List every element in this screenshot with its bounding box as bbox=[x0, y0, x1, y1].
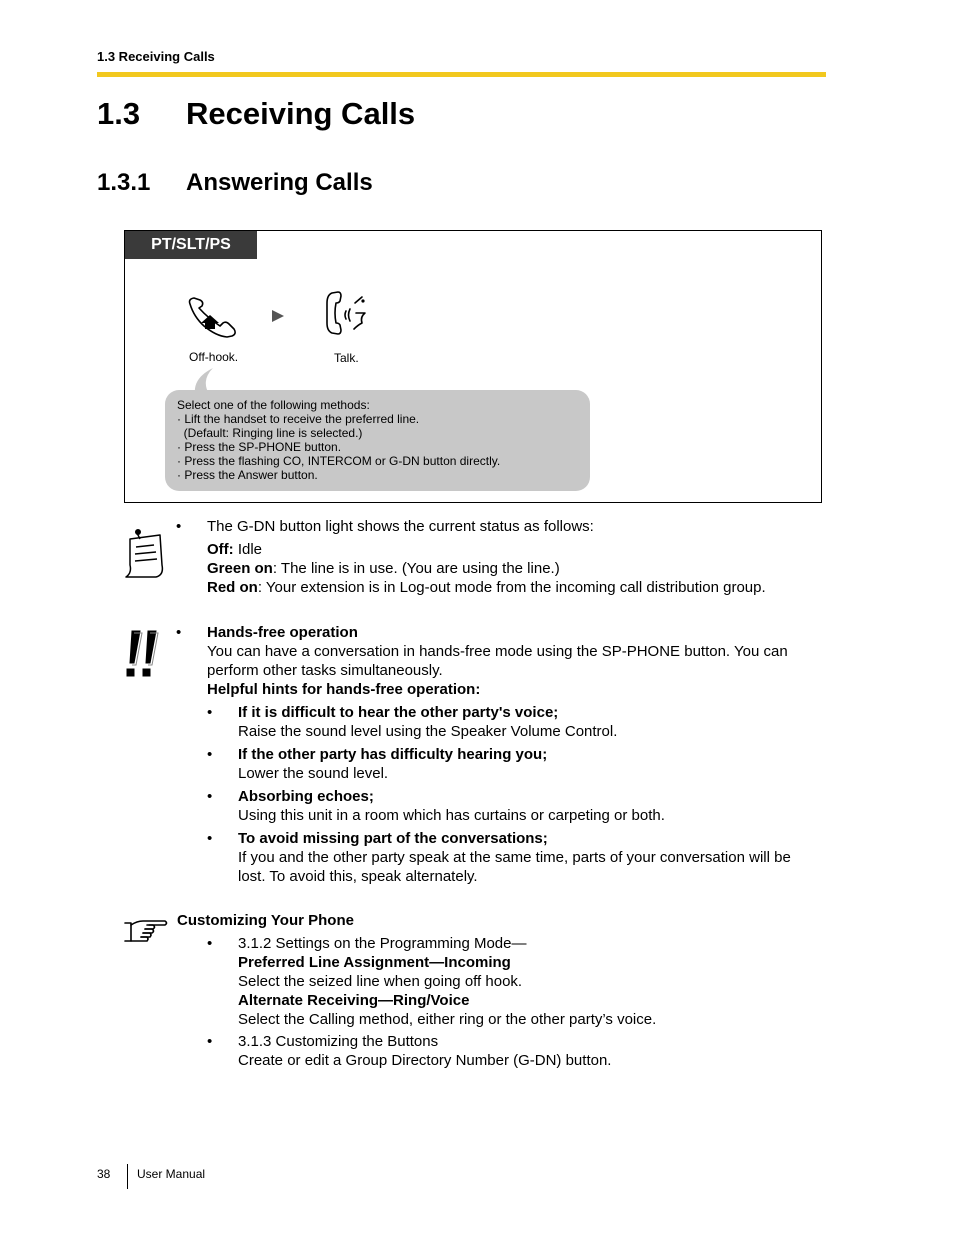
hint-desc: If you and the other party speak at the same time, parts of your conversation will be lost. To avoid this, speak alternately. bbox=[238, 849, 791, 885]
setting-title: Preferred Line Assignment—Incoming bbox=[238, 954, 511, 971]
note-term: Off: bbox=[207, 541, 234, 558]
hint-desc: Lower the sound level. bbox=[238, 765, 389, 782]
bubble-line: · Press the SP-PHONE button. bbox=[177, 440, 342, 454]
setting-desc: Create or edit a Group Directory Number (G-DN) button. bbox=[238, 1052, 612, 1069]
step-label-offhook: Off-hook. bbox=[189, 350, 239, 364]
bubble-line: · Lift the handset to receive the preferred line. bbox=[177, 412, 420, 426]
hint-bullet: • bbox=[207, 746, 213, 763]
bubble-line: · Press the Answer button. bbox=[177, 468, 318, 482]
note-item bbox=[207, 578, 766, 597]
subsection-title: Answering Calls bbox=[186, 169, 373, 196]
footer-divider bbox=[127, 1164, 128, 1189]
hint-title: If the other party has difficulty hearing you; bbox=[238, 746, 548, 763]
running-head: 1.3 Receiving Calls bbox=[97, 49, 215, 64]
note-term: Green on bbox=[207, 560, 273, 577]
bubble-line: · Press the flashing CO, INTERCOM or G-DN button directly. bbox=[177, 454, 501, 468]
notepad-icon bbox=[122, 525, 168, 579]
subsection-number: 1.3.1 bbox=[97, 169, 151, 196]
customizing-link[interactable]: 3.1.2 Settings on the Programming Mode— bbox=[238, 935, 527, 952]
talk-handset-icon bbox=[322, 289, 370, 337]
double-exclamation-icon bbox=[124, 629, 162, 681]
setting-desc: Select the seized line when going off hook. bbox=[238, 973, 523, 990]
hints-title: Helpful hints for hands-free operation: bbox=[207, 681, 481, 698]
offhook-handset-icon bbox=[186, 296, 238, 338]
customizing-bullet: • bbox=[207, 935, 213, 952]
hint-title: Absorbing echoes; bbox=[238, 788, 374, 805]
hint-title: To avoid missing part of the conversations; bbox=[238, 830, 548, 847]
hint-item bbox=[207, 745, 819, 783]
page-number: 38 bbox=[97, 1167, 111, 1181]
device-tab: PT/SLT/PS bbox=[125, 231, 257, 259]
hint-desc: Raise the sound level using the Speaker Volume Control. bbox=[238, 723, 618, 740]
footer-label: User Manual bbox=[137, 1167, 206, 1181]
bubble-line: Select one of the following methods: bbox=[177, 398, 370, 412]
pointing-hand-icon bbox=[123, 917, 169, 945]
customizing-item bbox=[207, 934, 819, 1029]
note-desc: Idle bbox=[233, 541, 263, 558]
note-bullet: • bbox=[176, 518, 182, 535]
subsection-heading bbox=[97, 169, 373, 197]
hint-bullet: • bbox=[207, 788, 213, 805]
hint-desc: Using this unit in a room which has curtains or carpeting or both. bbox=[238, 807, 665, 824]
hint-bullet: • bbox=[207, 830, 213, 847]
hint-title: If it is difficult to hear the other party's voice; bbox=[238, 704, 559, 721]
warning-bullet: • bbox=[176, 624, 182, 641]
note-item bbox=[207, 540, 766, 559]
customizing-link[interactable]: 3.1.3 Customizing the Buttons bbox=[238, 1033, 439, 1050]
hint-bullet: • bbox=[207, 704, 213, 721]
step-label-talk: Talk. bbox=[334, 351, 359, 365]
note-item bbox=[207, 559, 766, 578]
methods-speech-bubble bbox=[165, 390, 590, 491]
setting-title: Alternate Receiving—Ring/Voice bbox=[238, 992, 470, 1009]
section-number: 1.3 bbox=[97, 96, 141, 131]
hint-item bbox=[207, 829, 819, 886]
note-body bbox=[207, 517, 766, 597]
handsfree-desc: perform other tasks simultaneously. bbox=[207, 662, 443, 679]
header-rule bbox=[97, 72, 826, 77]
handsfree-title: Hands-free operation bbox=[207, 624, 358, 641]
note-term: Red on bbox=[207, 579, 258, 596]
customizing-item bbox=[207, 1032, 819, 1070]
note-intro: The G-DN button light shows the current status as follows: bbox=[207, 518, 594, 535]
customizing-bullet: • bbox=[207, 1033, 213, 1050]
section-title: Receiving Calls bbox=[186, 96, 416, 131]
note-desc: : The line is in use. (You are using the line.) bbox=[272, 560, 560, 577]
bubble-line: (Default: Ringing line is selected.) bbox=[177, 426, 363, 440]
handsfree-desc: You can have a conversation in hands-free mode using the SP-PHONE button. You can bbox=[207, 643, 788, 660]
setting-desc: Select the Calling method, either ring or the other party’s voice. bbox=[238, 1011, 657, 1028]
hint-item bbox=[207, 703, 819, 741]
note-desc: : Your extension is in Log-out mode from the incoming call distribution group. bbox=[257, 579, 766, 596]
handsfree-section bbox=[207, 623, 819, 886]
right-triangle-arrow-icon bbox=[270, 308, 286, 324]
customizing-title: Customizing Your Phone bbox=[177, 912, 354, 929]
page-title bbox=[97, 96, 415, 132]
hint-item bbox=[207, 787, 819, 825]
